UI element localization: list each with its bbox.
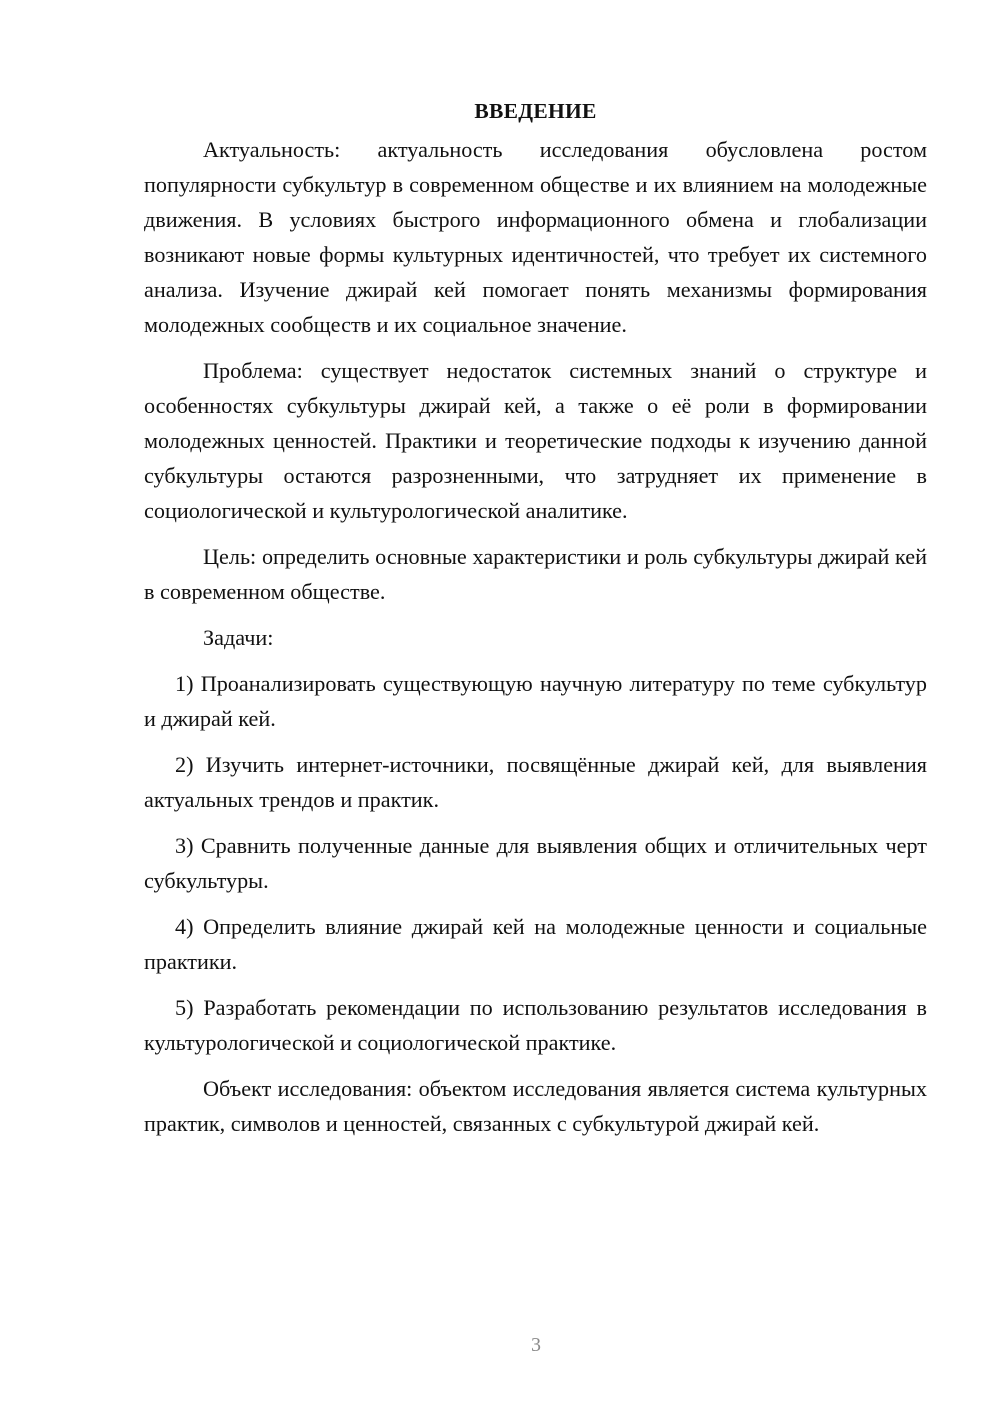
relevance-paragraph: Актуальность: актуальность исследования обусловлена ростом популярности субкультур в современном обществе и их влиянием на молодежные движения. В условиях быстрого информационного обмена и глобализации возникают новые формы культурных идентичностей, что требует их системного анализа. Изучение джирай кей помогает понять механизмы формирования молодежных сообществ и их социальное значение. — [144, 137, 927, 337]
task-item-4: 4) Определить влияние джирай кей на молодежные ценности и социальные практики. — [144, 914, 927, 974]
task-item-1: 1) Проанализировать существующую научную литературу по теме субкультур и джирай кей. — [144, 671, 927, 731]
task-item-5: 5) Разработать рекомендации по использованию результатов исследования в культурологической и социологической практике. — [144, 995, 927, 1055]
task-item-3: 3) Сравнить полученные данные для выявления общих и отличительных черт субкультуры. — [144, 833, 927, 893]
task-item-2: 2) Изучить интернет-источники, посвящённые джирай кей, для выявления актуальных трендов и практик. — [144, 752, 927, 812]
object-paragraph: Объект исследования: объектом исследования является система культурных практик, символов и ценностей, связанных с субкультурой джирай кей. — [144, 1076, 927, 1136]
goal-paragraph: Цель: определить основные характеристики и роль субкультуры джирай кей в современном обществе. — [144, 544, 927, 604]
document-body — [144, 94, 927, 1152]
tasks-label: Задачи: — [203, 625, 274, 650]
section-heading: ВВЕДЕНИЕ — [474, 99, 597, 123]
page-number: 3 — [531, 1334, 541, 1356]
problem-paragraph: Проблема: существует недостаток системных знаний о структуре и особенностях субкультуры джирай кей, а также о её роли в формировании молодежных ценностей. Практики и теоретические подходы к изучению данной субкультуры остаются разрозненными, что затрудняет их применение в социологической и культурологической аналитике. — [144, 358, 927, 523]
